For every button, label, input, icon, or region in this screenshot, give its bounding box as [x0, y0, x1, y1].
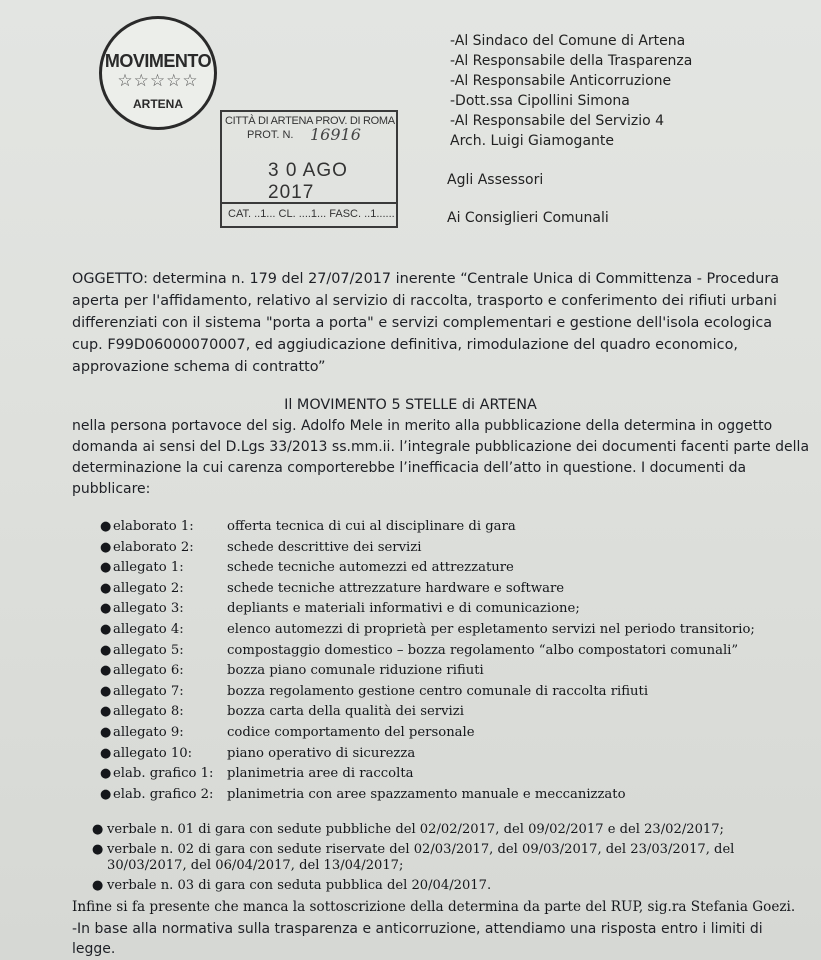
bullet-icon: ● [100, 580, 112, 596]
subject-line: differenziati con il sistema "porta a porta" e servizi complementari e gestione dell'isola ecologica [72, 315, 773, 331]
document-label: elaborato 1: [113, 519, 194, 534]
verbale-line: verbale n. 02 di gara con sedute riservate del 02/03/2017, del 09/03/2017, del 23/03/2017, del [107, 842, 735, 857]
document-label: allegato 2: [113, 580, 184, 596]
document-description: schede tecniche automezzi ed attrezzature [227, 560, 514, 576]
document-description: bozza regolamento gestione centro comunale di raccolta rifiuti [227, 683, 649, 699]
document-label: elab. grafico 2: [113, 786, 214, 802]
stamp-prot-label: PROT. N. [247, 129, 294, 141]
document-label: allegato 6: [113, 663, 184, 679]
bullet-icon: ● [100, 724, 112, 740]
document-description: planimetria aree di raccolta [227, 766, 414, 782]
body-line: domanda ai sensi del D.Lgs 33/2013 ss.mm.ii. l’integrale pubblicazione dei documenti facenti parte della [72, 439, 810, 455]
stamp-header: CITTÀ DI ARTENA PROV. DI ROMA [225, 115, 395, 127]
recipient-line: -Al Sindaco del Comune di Artena [450, 33, 686, 49]
stamp-divider [222, 202, 396, 204]
document-label: allegato 5: [113, 642, 184, 658]
recipient-line: Arch. Luigi Giamogante [450, 133, 615, 149]
recipient-line: -Al Responsabile della Trasparenza [450, 53, 693, 69]
bullet-icon: ● [100, 601, 112, 617]
verbale-line: verbale n. 03 di gara con seduta pubblica del 20/04/2017. [107, 878, 492, 893]
document-description: bozza piano comunale riduzione rifiuti [227, 663, 484, 679]
list-item [92, 878, 792, 894]
request-paragraph [72, 416, 809, 500]
document-label: elaborato 2: [113, 539, 194, 555]
document-description: codice comportamento del personale [227, 724, 475, 740]
bullet-icon: ● [100, 642, 112, 658]
verbale-line: verbale n. 01 di gara con sedute pubbliche del 02/02/2017, del 09/02/2017 e del 23/02/2017; [107, 822, 724, 837]
document-label: allegato 8: [113, 704, 184, 720]
document-description: piano operativo di sicurezza [227, 745, 416, 761]
verbali-list [92, 822, 792, 898]
bullet-icon: ● [92, 878, 104, 893]
recipients-list [450, 31, 692, 151]
protocol-stamp [220, 110, 398, 228]
closing-line: legge. [72, 941, 116, 957]
bullet-icon: ● [100, 786, 112, 802]
subject-line: approvazione schema di contratto” [72, 359, 326, 375]
document-description: bozza carta della qualità dei servizi [227, 704, 464, 720]
bullet-icon: ● [100, 539, 112, 555]
recipient-line: -Dott.ssa Cipollini Simona [450, 93, 630, 109]
document-label: allegato 4: [113, 621, 184, 637]
movimento-logo [99, 16, 217, 130]
stamp-prot-number: 16916 [310, 125, 361, 144]
document-label: elab. grafico 1: [113, 766, 214, 782]
logo-stars: ☆☆☆☆☆ [117, 71, 199, 91]
closing-line: -In base alla normativa sulla trasparenza e anticorruzione, attendiamo una risposta entro i limiti di [72, 921, 763, 937]
bullet-icon: ● [92, 822, 104, 837]
document-description: schede tecniche attrezzature hardware e software [227, 580, 565, 596]
bullet-icon: ● [100, 621, 112, 637]
list-item [92, 822, 792, 838]
body-line: pubblicare: [72, 481, 151, 497]
verbale-line: 30/03/2017, del 06/04/2017, del 13/04/2017; [107, 858, 404, 873]
bullet-icon: ● [92, 842, 104, 857]
recipient-line: -Al Responsabile del Servizio 4 [450, 113, 665, 129]
document-label: allegato 10: [113, 745, 193, 761]
document-description: depliants e materiali informativi e di comunicazione; [227, 601, 580, 617]
document-label: allegato 7: [113, 683, 184, 699]
bullet-icon: ● [100, 704, 112, 720]
document-description: compostaggio domestico – bozza regolamento “albo compostatori comunali” [227, 642, 739, 658]
body-line: nella persona portavoce del sig. Adolfo Mele in merito alla pubblicazione della determina in oggetto [72, 418, 773, 434]
stamp-classification: CAT. ..1... CL. ....1... FASC. ..1...... [228, 208, 395, 220]
list-item [92, 842, 792, 874]
recipient-consiglieri: Ai Consiglieri Comunali [447, 210, 609, 226]
bullet-icon: ● [100, 560, 112, 576]
document-description: schede descrittive dei servizi [227, 539, 422, 555]
document-label: allegato 9: [113, 724, 184, 740]
stamp-date: 3 0 AGO 2017 [268, 160, 348, 203]
bullet-icon: ● [100, 766, 112, 782]
bullet-icon: ● [100, 745, 112, 761]
document-label: allegato 1: [113, 560, 184, 576]
recipient-assessori: Agli Assessori [447, 172, 544, 188]
rup-note: Infine si fa presente che manca la sottoscrizione della determina da parte del RUP, sig.ra Stefania Goezi. [72, 899, 796, 915]
logo-title: MOVIMENTO [104, 51, 212, 71]
document-description: offerta tecnica di cui al disciplinare di gara [227, 519, 516, 534]
closing-paragraph [72, 919, 763, 959]
logo-city: ARTENA [133, 97, 183, 111]
recipient-line: -Al Responsabile Anticorruzione [450, 73, 672, 89]
bullet-icon: ● [100, 519, 112, 534]
bullet-icon: ● [100, 683, 112, 699]
bullet-icon: ● [100, 663, 112, 679]
document-description: planimetria con aree spazzamento manuale e meccanizzato [227, 786, 626, 802]
subject-line: OGGETTO: determina n. 179 del 27/07/2017 inerente “Centrale Unica di Committenza - Procedura [72, 271, 780, 287]
sender-heading: Il MOVIMENTO 5 STELLE di ARTENA [284, 397, 537, 413]
subject-paragraph [72, 268, 780, 378]
document-label: allegato 3: [113, 601, 184, 617]
subject-line: aperta per l'affidamento, relativo al servizio di raccolta, trasporto e conferimento dei rifiuti urbani [72, 293, 777, 309]
body-line: determinazione la cui carenza comporterebbe l’inefficacia dell’atto in questione. I documenti da [72, 460, 747, 476]
document-description: elenco automezzi di proprietà per espletamento servizi nel periodo transitorio; [227, 621, 755, 637]
subject-line: cup. F99D06000070007, ed aggiudicazione definitiva, rimodulazione del quadro economico, [72, 337, 738, 353]
